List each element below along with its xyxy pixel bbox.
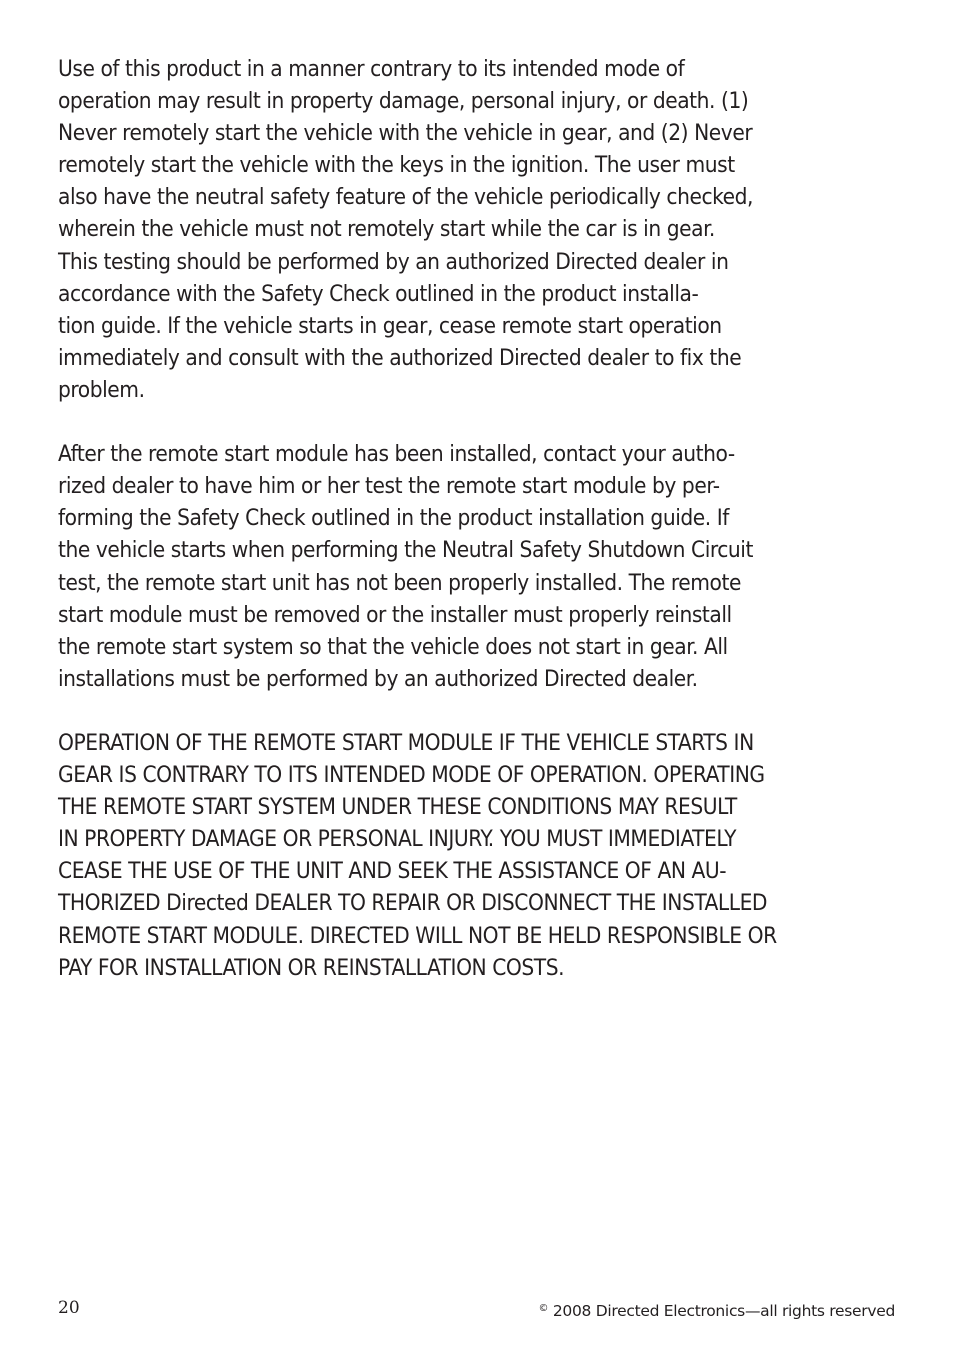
- body-text: [58, 53, 908, 1016]
- text-line: problem.: [58, 376, 145, 403]
- text-line: GEAR IS CONTRARY TO ITS INTENDED MODE OF OPERATION. OPERATING: [58, 762, 765, 789]
- text-line: PAY FOR INSTALLATION OR REINSTALLATION COSTS.: [58, 954, 565, 981]
- text-line: THORIZED Directed DEALER TO REPAIR OR DISCONNECT THE INSTALLED: [58, 890, 768, 917]
- text-line: the remote start system so that the vehicle does not start in gear. All: [58, 633, 728, 660]
- paragraph-installation: [58, 438, 908, 695]
- page-number: 20: [58, 1298, 80, 1318]
- text-line: CEASE THE USE OF THE UNIT AND SEEK THE ASSISTANCE OF AN AU-: [58, 858, 727, 885]
- text-line: operation may result in property damage, personal injury, or death. (1): [58, 88, 749, 115]
- text-line: forming the Safety Check outlined in the product installation guide. If: [58, 505, 729, 532]
- paragraph-disclaimer: [58, 727, 908, 984]
- text-line: Never remotely start the vehicle with the vehicle in gear, and (2) Never: [58, 120, 753, 147]
- text-line: remotely start the vehicle with the keys in the ignition. The user must: [58, 152, 735, 179]
- text-line: After the remote start module has been installed, contact your autho-: [58, 441, 735, 468]
- copyright-text: 2008 Directed Electronics—all rights reserved: [552, 1302, 895, 1320]
- text-line: rized dealer to have him or her test the remote start module by per-: [58, 473, 720, 500]
- text-line: accordance with the Safety Check outlined in the product installa-: [58, 280, 699, 307]
- text-line: wherein the vehicle must not remotely start while the car is in gear.: [58, 216, 715, 243]
- text-line: This testing should be performed by an authorized Directed dealer in: [58, 248, 729, 275]
- paragraph-warning: [58, 53, 908, 406]
- text-line: REMOTE START MODULE. DIRECTED WILL NOT BE HELD RESPONSIBLE OR: [58, 922, 777, 949]
- copyright-symbol: ©: [538, 1303, 549, 1314]
- text-line: IN PROPERTY DAMAGE OR PERSONAL INJURY. YOU MUST IMMEDIATELY: [58, 826, 737, 853]
- text-line: immediately and consult with the authorized Directed dealer to fix the: [58, 344, 742, 371]
- text-line: test, the remote start unit has not been properly installed. The remote: [58, 569, 741, 596]
- text-line: start module must be removed or the installer must properly reinstall: [58, 601, 732, 628]
- text-line: installations must be performed by an authorized Directed dealer.: [58, 665, 698, 692]
- text-line: the vehicle starts when performing the Neutral Safety Shutdown Circuit: [58, 537, 753, 564]
- text-line: OPERATION OF THE REMOTE START MODULE IF THE VEHICLE STARTS IN: [58, 729, 754, 756]
- text-line: THE REMOTE START SYSTEM UNDER THESE CONDITIONS MAY RESULT: [58, 794, 737, 821]
- text-line: also have the neutral safety feature of the vehicle periodically checked,: [58, 184, 754, 211]
- text-line: Use of this product in a manner contrary to its intended mode of: [58, 56, 685, 82]
- text-line: tion guide. If the vehicle starts in gear, cease remote start operation: [58, 312, 722, 339]
- copyright-notice: [539, 1298, 895, 1322]
